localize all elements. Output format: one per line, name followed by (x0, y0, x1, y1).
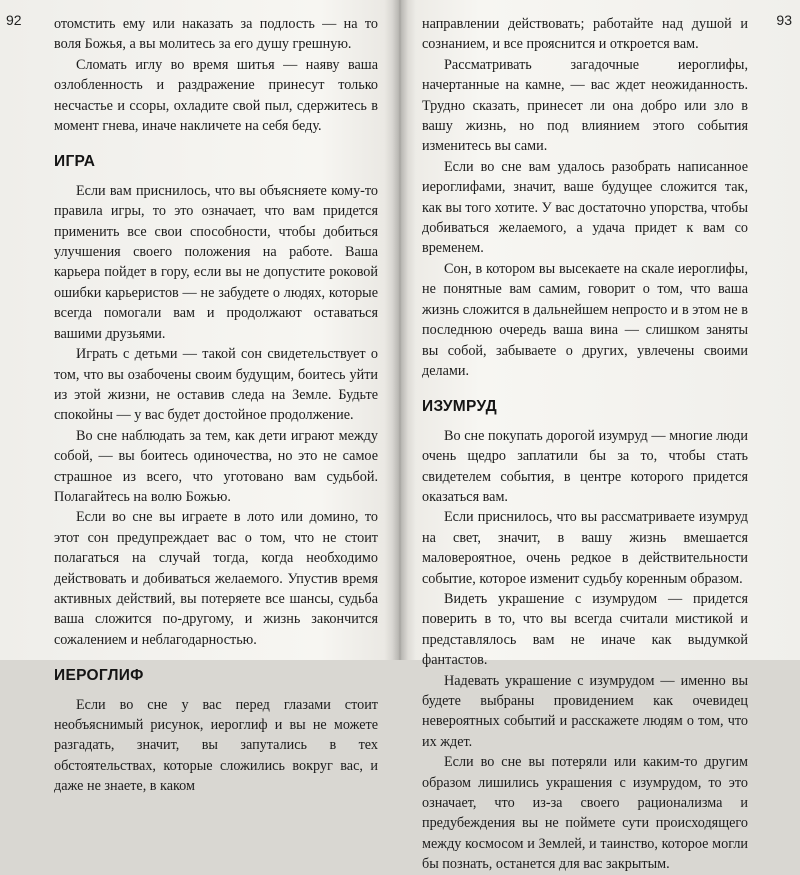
paragraph: отомстить ему или наказать за подлость — на то воля Божья, а вы молитесь за его душу грешную. (54, 16, 378, 53)
paragraph: Если во сне вы потеряли или каким-то другим образом лишились украшения с изумрудом, то это означает, что из-за своего рационализма и предубеждения вы не поймете сути происходящего между космосом и Землей, и таинство, которое могли бы познать, останется для вас закрытым. (422, 754, 748, 873)
page-text (22, 14, 378, 797)
paragraph: Рассматривать загадочные иероглифы, начертанные на камне, — вас ждет неожиданность. Трудно сказать, принесет ли она добро или зло в вашу жизнь, но под влиянием этого события изменитесь вы сами. (422, 56, 748, 155)
section-heading: ИЕРОГЛИФ (54, 667, 144, 685)
paragraph: Во сне наблюдать за тем, как дети играют между собой, — вы боитесь одиночества, но это не самое страшное из всего, что уготовано вам судьбой. Полагайтесь на волю Божью. (54, 427, 378, 505)
paragraph: направлении действовать; работайте над душой и сознанием, и все прояснится и откроется вам. (422, 16, 748, 53)
paragraph: Во сне покупать дорогой изумруд — многие люди очень щедро заплатили бы за то, чтобы стать свидетелем события, в центре которого придется оказаться вам. (422, 427, 748, 505)
paragraph: Если во сне у вас перед глазами стоит необъяснимый рисунок, иероглиф и вы не можете разгадать, значит, вы запутались в тех обстоятельствах, которые сложились вокруг вас, и даже не знаете, в каком (54, 696, 378, 795)
section-heading: ИГРА (54, 153, 96, 171)
paragraph: Если во сне вы играете в лото или домино, то этот сон предупреждает вас о том, что не стоит полагаться на случай тогда, когда необходимо действовать и добиваться желаемого. Упустив время активных действий, вы потеряете все шансы, судьба ваша сложится по-другому, и жизнь закончится сожалением и неблагодарностью. (54, 509, 378, 648)
paragraph: Надевать украшение с изумрудом — именно вы будете выбраны провидением как очевидец невероятных событий и расскажете людям о том, что их ждет. (422, 672, 748, 750)
left-page (0, 0, 398, 795)
paragraph: Если вам приснилось, что вы объясняете кому-то правила игры, то это означает, что вам придется применить все свои способности, чтобы добиться улучшения своего положения на работе. Ваша карьера пойдет в гору, если вы не допустите роковой ошибки карьеристов — не забудете о людях, которые всегда помогали вам и продолжают оставаться вашими друзьями. (54, 182, 378, 342)
right-page (402, 0, 800, 873)
paragraph: Сломать иглу во время шитья — наяву ваша озлобленность и раздражение принесут только несчастье и ссоры, охладите свой пыл, сдержитесь в момент гнева, иначе накличете на себя беду. (54, 56, 378, 135)
paragraph: Сон, в котором вы высекаете на скале иероглифы, не понятные вам самим, говорит о том, что ваша жизнь сложится в дальнейшем непросто и в этом не в последнюю очередь ваша вина — слишком заняты вы собой, забываете о других, увлечены своими делами. (422, 260, 748, 379)
page-number: 92 (6, 12, 22, 28)
paragraph: Если во сне вам удалось разобрать написанное иероглифами, значит, ваше будущее сложится так, как вы того хотите. У вас достаточно упорства, чтобы добиваться желаемого, а удача придет к вам со временем. (422, 158, 748, 257)
page-number: 93 (776, 12, 792, 28)
paragraph: Видеть украшение с изумрудом — придется поверить в то, что вы всегда считали мистикой и представлялось вам не иначе как выдумкой фантастов. (422, 590, 748, 669)
page-text (422, 14, 778, 875)
section-heading: ИЗУМРУД (422, 398, 497, 416)
paragraph: Если приснилось, что вы рассматриваете изумруд на свет, значит, в вашу жизнь вмешается маловероятное, очень редкое в действительности событие, которое изменит судьбу коренным образом. (422, 509, 748, 587)
paragraph: Играть с детьми — такой сон свидетельствует о том, что вы озабочены своим будущим, боитесь уйти из этой жизни, не оставив следа на Земле. Будьте спокойны — у вас будет достойное продолжение. (54, 346, 378, 424)
